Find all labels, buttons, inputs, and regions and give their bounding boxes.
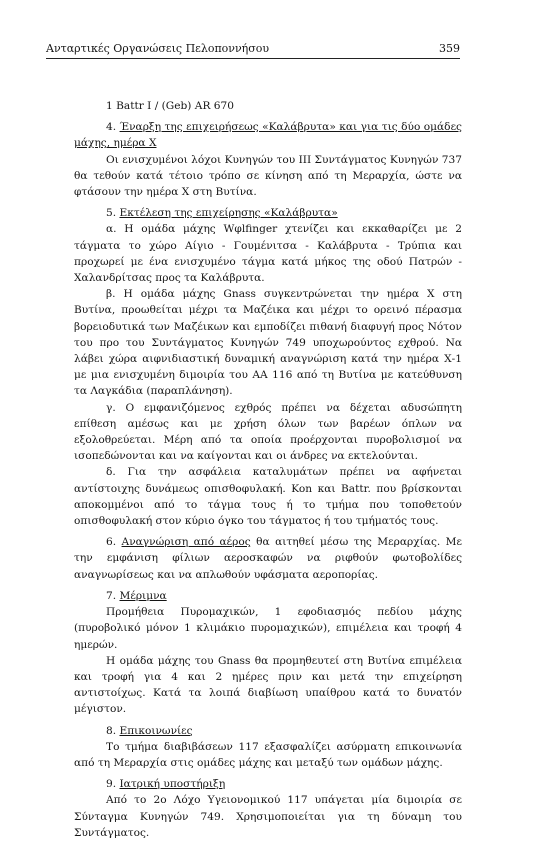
header-title: Ανταρτικές Οργανώσεις Πελοποννήσου: [46, 42, 270, 55]
section-9: [74, 776, 462, 841]
section-7-title: Μέριμνα: [119, 589, 167, 602]
section-9-number: 9.: [106, 778, 117, 791]
section-7: [74, 588, 462, 718]
section-6-body: θα αιτηθεί μέσω της Μεραρχίας. Με την εμφάνιση φίλιων αεροσκαφών να ριφθούν φωτοβολίδες αναγνωρίσεως και να απλωθούν υφάσματα αεροπορίας.: [74, 536, 462, 581]
section-7-text-1: Προμήθεια Πυρομαχικών, 1 εφοδιασμός πεδίου μάχης (πυροβολικό μόνον 1 κλιμάκιο πυρομαχικών), επιμέλεια και τροφή 4 ημερών.: [74, 606, 462, 651]
section-7-text-2: Η ομάδα μάχης του Gnass θα προμηθευτεί στη Βυτίνα επιμέλεια και τροφή για 4 και 2 ημέρες πριν και μετά την επιχείρηση αντιστοίχως. Κατά τα λοιπά διαβίωση υπαίθρου κατά το δυνατόν μέγιστον.: [74, 654, 462, 716]
section-6-text: [74, 534, 462, 583]
section-8-text: Το τμήμα διαβιβάσεων 117 εξασφαλίζει ασύρματη επικοινωνία από τη Μεραρχία στις ομάδες μάχης και μεταξύ των ομάδων μάχης.: [74, 740, 462, 769]
section-5-number: 5.: [106, 207, 117, 220]
section-9-title: Ιατρική υποστήριξη: [119, 778, 226, 791]
battery-line: 1 Battr I / (Geb) AR 670: [106, 100, 235, 112]
section-8-number: 8.: [106, 724, 117, 737]
section-5-item-b: β. Η ομάδα μάχης Gnass συγκεντρώνεται την ημέρα Χ στη Βυτίνα, προωθείται μέχρι τα Μαζέικα και μέχρι το ορεινό πέρασμα βορειοδυτικά των Μαζέικων και εμποδίζει πιθανή διαφυγή προς Νότον του προ του Συντάγματος Κυνηγών 749 υποχωρούντος εχθρού. Να λάβει χώρα αιφνιδιαστική δυναμική αναγνώριση κατά την ημέρα Χ-1 με μια ενισχυμένη διμοιρία του ΑΑ 116 από τη Βυτίνα με κατεύθυνση τα Λαγκάδια (παραπλάνηση).: [74, 288, 462, 398]
section-5-title: Εκτέλεση της επιχείρησης «Καλάβρυτα»: [119, 207, 338, 220]
page-body: [74, 98, 462, 841]
section-4-text: Οι ενισχυμένοι λόχοι Κυνηγών του ΙΙΙ Συντάγματος Κυνηγών 737 θα τεθούν κατά τέτοιο τρόπο σε κίνηση από τη Μεραρχία, ώστε να φτάσουν την ημέρα Χ στη Βυτίνα.: [74, 153, 462, 199]
section-4-heading: [74, 119, 462, 151]
section-4-title: Έναρξη της επιχειρήσεως «Καλάβρυτα» και για τις δύο ομάδες μάχης, ημέρα Χ: [74, 121, 462, 150]
section-5-item-a: α. Η ομάδα μάχης Wφlfinger χτενίζει και εκκαθαρίζει με 2 τάγματα το χώρο Αίγιο - Γουμένιτσα - Καλάβρυτα - Τρύπια και προχωρεί με ένα ενισχυμένο τάγμα κατά μήκος της οδού Πατρών - Χαλανδρίτσας προς τα Καλάβρυτα.: [74, 223, 462, 285]
running-header: [46, 42, 460, 59]
section-5-item-d: δ. Για την ασφάλεια καταλυμάτων πρέπει να αφήνεται αντίστοιχης δυνάμεως οπισθοφυλακή. Kon και Battr. που βρίσκονται αποκομμένοι από το τάγμα τους ή το τμήμα που τοποθετούν οπισθοφυλακή στον κύριο όγκο του τάγματος ή του τμήματός τους.: [74, 466, 462, 528]
section-9-heading: [74, 776, 462, 792]
section-5: [74, 205, 462, 529]
section-9-text: Από το 2ο Λόχο Υγειονομικού 117 υπάγεται μία διμοιρία σε Σύνταγμα Κυνηγών 749. Χρησιμοποιείται για τη δύναμη του Συντάγματος.: [74, 794, 462, 839]
section-7-number: 7.: [106, 589, 117, 602]
section-6-number: 6.: [106, 536, 117, 549]
section-8: [74, 723, 462, 772]
section-5-heading: [74, 205, 462, 221]
section-4: [74, 119, 462, 200]
section-4-number: 4.: [106, 121, 117, 134]
section-6-title: Αναγνώριση από αέρος: [121, 536, 251, 549]
section-8-heading: [74, 723, 462, 739]
section-6: [74, 534, 462, 583]
section-7-heading: [74, 588, 462, 604]
page-number: 359: [439, 42, 460, 55]
section-5-item-c: γ. Ο εμφανιζόμενος εχθρός πρέπει να δέχεται αδυσώπητη επίθεση αμέσως και με χρήση όλων των βαρέων όπλων να εξολοθρεύεται. Μέρη από τα οποία προέρχονται πυροβολισμοί να ισοπεδώνονται και να καίγονται και οι άνδρες να εκτελούνται.: [74, 401, 462, 463]
section-8-title: Επικοινωνίες: [119, 724, 193, 737]
